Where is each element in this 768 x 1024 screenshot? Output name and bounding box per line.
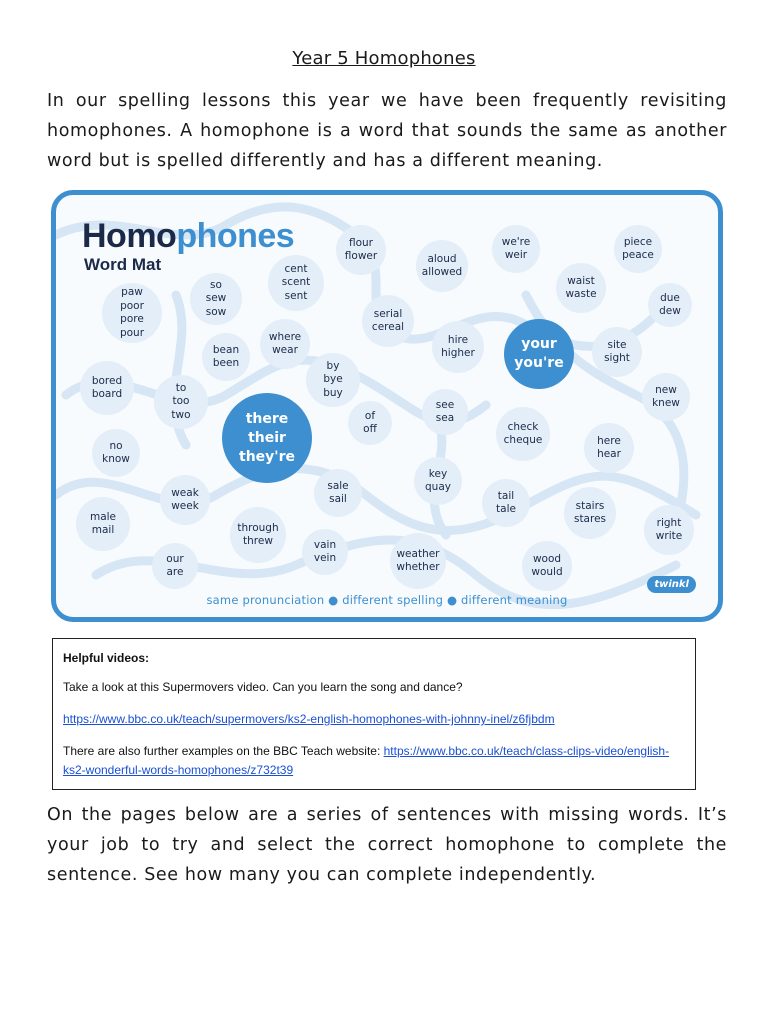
- outro-paragraph: On the pages below are a series of sentences with missing words. It’s your job to try and select the correct homophone to complete the sentence. See how many you can complete independently.: [47, 805, 727, 885]
- bubble-to-too-two: to too two: [154, 375, 208, 429]
- bubble-your-youre: your you're: [504, 319, 574, 389]
- bubble-there-their-theyre: there their they're: [222, 393, 312, 483]
- helpful-videos-heading: Helpful videos:: [63, 651, 150, 665]
- bubble-sale-sail: sale sail: [314, 469, 362, 517]
- bubble-bean-been: bean been: [202, 333, 250, 381]
- bubble-where-wear: where wear: [260, 319, 310, 369]
- bubble-our-are: our are: [152, 543, 198, 589]
- bubble-through-threw: through threw: [230, 507, 286, 563]
- bubble-vain-vein: vain vein: [302, 529, 348, 575]
- bubble-weak-week: weak week: [160, 475, 210, 525]
- bubble-of-off: of off: [348, 401, 392, 445]
- bbc-teach-link[interactable]: https://www.bbc.co.uk/teach/class-clips-video/english-ks2-wonderful-words-homophones/z732t39: [63, 744, 670, 777]
- bubble-paw-poor-pore-pour: paw poor pore pour: [102, 283, 162, 343]
- bubble-waist-waste: waist waste: [556, 263, 606, 313]
- bubble-piece-peace: piece peace: [614, 225, 662, 273]
- bbc-teach-text: There are also further examples on the BBC Teach website: https://www.bbc.co.uk/teach/class-clips-video/english-ks2-wonderful-words-homophones/z732t39: [63, 744, 670, 777]
- supermovers-text: Take a look at this Supermovers video. Can you learn the song and dance?: [63, 680, 463, 694]
- bubble-check-cheque: check cheque: [496, 407, 550, 461]
- bubble-here-hear: here hear: [584, 423, 634, 473]
- supermovers-link[interactable]: https://www.bbc.co.uk/teach/supermovers/ks2-english-homophones-with-johnny-inel/z6fjbdm: [63, 712, 555, 726]
- bubble-see-sea: see sea: [422, 389, 468, 435]
- bubble-tail-tale: tail tale: [482, 479, 530, 527]
- twinkl-logo: twinkl: [647, 576, 696, 593]
- bubble-no-know: no know: [92, 429, 140, 477]
- bubble-so-sew-sow: so sew sow: [190, 273, 242, 325]
- helpful-videos-box: [52, 638, 696, 790]
- bubble-new-knew: new knew: [642, 373, 690, 421]
- bubble-aloud-allowed: aloud allowed: [416, 240, 468, 292]
- bubble-wood-would: wood would: [522, 541, 572, 591]
- bubble-right-write: right write: [644, 505, 694, 555]
- bubble-cent-scent-sent: cent scent sent: [268, 255, 324, 311]
- bubble-due-dew: due dew: [648, 283, 692, 327]
- bubble-stairs-stares: stairs stares: [564, 487, 616, 539]
- homophones-word-mat: [51, 190, 723, 622]
- bubble-by-bye-buy: by bye buy: [306, 353, 360, 407]
- bubble-were-weir: we're weir: [492, 225, 540, 273]
- bubble-flour-flower: flour flower: [336, 225, 386, 275]
- intro-paragraph: In our spelling lessons this year we have been frequently revisiting homophones. A homophone is a word that sounds the same as another word but is spelled differently and has a different meaning.: [47, 91, 727, 171]
- bubble-site-sight: site sight: [592, 327, 642, 377]
- bubble-key-quay: key quay: [414, 457, 462, 505]
- word-mat-subtitle: Word Mat: [84, 255, 162, 274]
- page-title: Year 5 Homophones: [292, 48, 476, 69]
- bubble-bored-board: bored board: [80, 361, 134, 415]
- word-mat-footer: same pronunciation ● different spelling ● different meaning: [206, 593, 568, 607]
- bubble-male-mail: male mail: [76, 497, 130, 551]
- bubble-serial-cereal: serial cereal: [362, 295, 414, 347]
- word-mat-title: Homophones: [82, 217, 295, 255]
- bubble-hire-higher: hire higher: [432, 321, 484, 373]
- bubble-weather-whether: weather whether: [390, 533, 446, 589]
